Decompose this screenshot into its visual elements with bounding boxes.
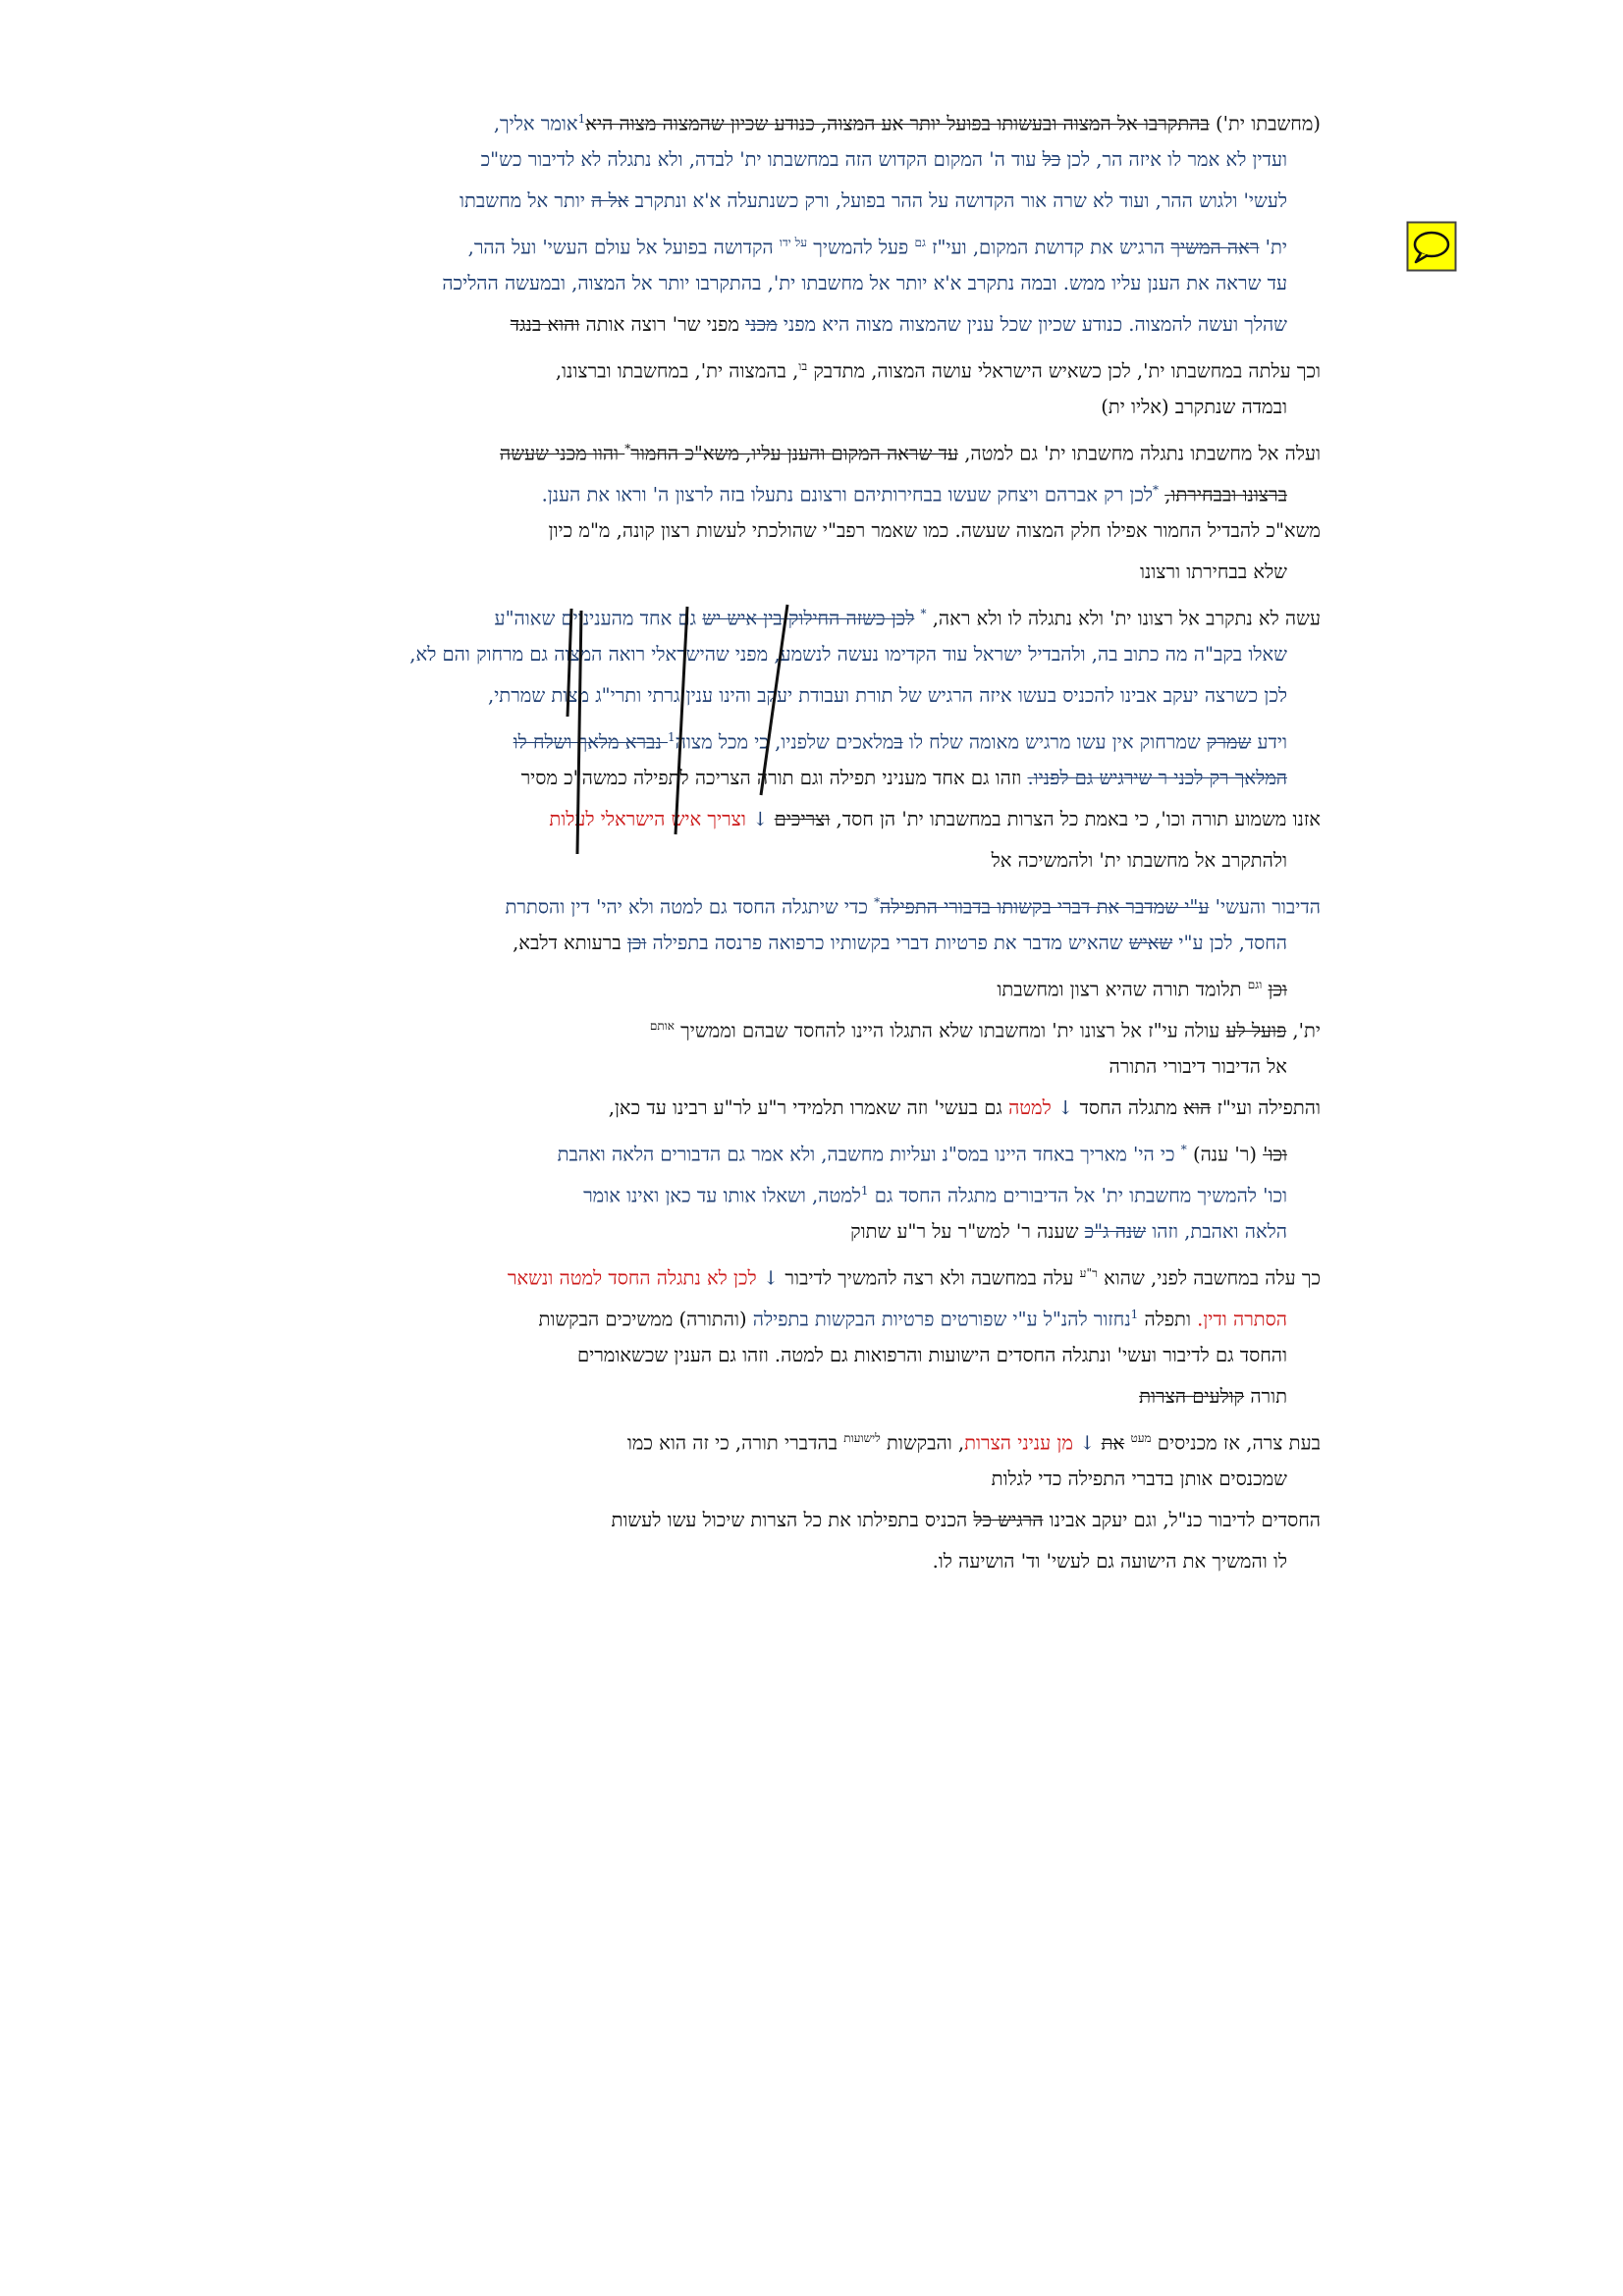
text-line (329, 758, 1321, 799)
superscript-insertion: 1 (668, 730, 676, 744)
text-segment: מתגלה החסד (1073, 1096, 1184, 1119)
text-segment: למטה (1008, 1096, 1052, 1119)
text-segment: גם אחד מהעניניים שאוה"ע (494, 607, 703, 630)
text-segment: הדיבור והעשי' (1209, 895, 1321, 919)
text-segment: והתפילה ועי"ז (1211, 1096, 1321, 1119)
deleted-text: קולעים הצרות (1139, 1385, 1245, 1408)
text-line (329, 1005, 1321, 1046)
superscript-insertion: * (1152, 483, 1159, 497)
deleted-text: ע"י שמדבר את דברי בקשותו בדבורי התפילה (880, 895, 1210, 919)
text-segment: הסתרה ודין. (1197, 1308, 1287, 1331)
text-segment: ולהתקרב אל מחשבתו ית' ולהמשיכה אל (991, 849, 1287, 872)
text-line (329, 964, 1321, 1005)
text-segment: ותפלה (1138, 1308, 1198, 1331)
strike-line-4 (577, 611, 581, 854)
comment-bubble-icon[interactable] (1406, 221, 1457, 272)
text-segment: ↓ (756, 1266, 780, 1290)
text-line (329, 1129, 1321, 1170)
superscript-insertion: מעט (1130, 1431, 1152, 1445)
text-line (329, 881, 1321, 923)
text-line (329, 593, 1321, 634)
text-segment: הקדושה בפועל אל עולם העשי' ועל ההר, (467, 236, 780, 259)
superscript-insertion: * (1180, 1143, 1187, 1156)
text-segment: שמרחוק אין עשו מרגיש מאומה שלח לו (902, 730, 1207, 754)
text-line (329, 1088, 1321, 1129)
text-segment: יותר אל מחשבתו (459, 189, 592, 212)
superscript-insertion: גם (914, 236, 926, 249)
text-segment: עשה לא נתקרב אל רצונו ית' ולא נתגלה לו ולא ראה, (926, 607, 1321, 630)
hebrew-text-body (329, 98, 1321, 1582)
text-segment: שהלך ועשה להמצוה. כנודע שכיון שכל ענין שהמצוה מצוה היא מפני (777, 313, 1287, 336)
text-line (329, 1500, 1321, 1541)
text-segment: כך עלה במחשבה לפני, שהוא (1097, 1266, 1321, 1290)
text-line (329, 717, 1321, 758)
text-segment: ית', (1286, 1019, 1321, 1042)
deleted-text: כל (1042, 148, 1061, 171)
superscript-insertion: בו (798, 359, 808, 373)
text-segment: ועלה אל מחשבתו נתגלה מחשבתו ית' גם למטה, (958, 442, 1321, 465)
text-line (329, 510, 1321, 552)
text-line (329, 1046, 1321, 1088)
text-line (329, 799, 1321, 840)
text-line (329, 1541, 1321, 1582)
text-segment: החסדים לדיבור כנ"ל, וגם יעקב אבינו (1043, 1509, 1321, 1531)
text-segment: והחסד גם לדיבור ועשי' ונתגלה החסדים הישועות והרפואות גם למטה. וזהו גם הענין שכשאומרים (576, 1344, 1287, 1366)
text-segment: עד שראה את הענן עליו ממש. ובמה נתקרב א'א יותר אל מחשבתו ית', בהתקרבו יותר אל המצוה, ובמעשה ההליכה (442, 272, 1287, 294)
text-segment: וכך עלתה במחשבתו ית', לכן כשאיש הישראלי עושה המצוה, מתדבק (807, 359, 1321, 383)
deleted-text: מכני (745, 313, 778, 336)
deleted-text: אל ה (591, 189, 629, 212)
deleted-text: שנה ג"כ (1084, 1220, 1147, 1243)
text-segment: בהדברי תורה, כי זה הוא כמו (626, 1431, 844, 1455)
text-segment: משא"כ להבדיל החמור אפילו חלק המצוה שעשה. כמו שאמר רפב"י שהולכתי לעשות רצון קונה, מ"מ כיון (548, 519, 1321, 542)
text-segment: עולה עי"ז אל רצונו ית' ומחשבתו שלא התגלו היינו להחסד שבהם וממשיך (674, 1019, 1226, 1042)
text-segment: (ר' ענה) (1186, 1143, 1264, 1166)
text-segment: מלאכים שלפניו, כי מכל מצוה (675, 730, 894, 754)
text-segment: תלומד תורה שהיא רצון ומחשבתו (997, 978, 1248, 1001)
text-segment: וידע (1251, 730, 1287, 754)
text-segment: בעת צרה, אז מכניסים (1151, 1431, 1321, 1455)
deleted-text: וצריכים (774, 808, 831, 830)
deleted-text: וכן (626, 932, 647, 954)
text-line (329, 1253, 1321, 1294)
superscript-insertion: אותם (649, 1019, 675, 1033)
deleted-text: והוא בנגד (510, 313, 580, 336)
text-segment: מפני שר' רוצה אותה (579, 313, 746, 336)
text-segment: שענה ר' למש"ר על ר"ע שתוק (850, 1220, 1085, 1243)
text-segment: אל הדיבור דיבורי התורה (1109, 1055, 1287, 1078)
strike-line-2 (761, 605, 787, 795)
text-segment: למטה, ושאלו אותו עד כאן ואינו אומר (583, 1184, 861, 1207)
deleted-text: נברא מלאך ושלח לו (513, 730, 668, 754)
superscript-insertion: 1 (1130, 1308, 1139, 1321)
text-line (329, 552, 1321, 593)
text-line (329, 675, 1321, 717)
text-line (329, 1417, 1321, 1459)
text-segment: הלאה ואהבת, וזהו (1146, 1220, 1287, 1243)
deleted-text: המלאך רק לכני ר שירגיש גם לפניו. (1027, 767, 1287, 789)
text-line (329, 98, 1321, 139)
text-segment: וצריך איש הישראלי לעלות (549, 808, 746, 830)
text-segment: כדי שיתגלה החסד גם למטה ולא יהי' דין והסתרת (505, 895, 875, 919)
text-segment: פעל להמשיך (807, 236, 915, 259)
text-segment: שלא בבחירתו ורצונו (1139, 561, 1287, 583)
deleted-text: ב (893, 730, 903, 754)
text-segment: כי הי' מאריך באחד היינו במס"נ ועליות מחשבה, ולא אמר גם הדבורים הלאה ואהבת (557, 1143, 1181, 1166)
superscript-insertion: ר"ע (1079, 1266, 1098, 1280)
deleted-text: לכן כשזה החילוק בין איש יש (702, 607, 915, 630)
text-segment: אזנו משמוע תורה וכו', כי באמת כל הצרות במחשבתו ית' הן חסד, (830, 808, 1321, 830)
text-segment: גם בעשי' וזה שאמרו תלמידי ר"ע לר"ע רבינו עד כאן, (608, 1096, 1009, 1119)
text-line (329, 1170, 1321, 1211)
text-segment: לעשי' ולגוש ההר, ועוד לא שרה אור הקדושה על ההר בפועל, ורק כשנתעלה א'א ונתקרב (628, 189, 1287, 212)
handwritten-strike-marks (560, 599, 795, 893)
deleted-text: הוא (1183, 1096, 1212, 1119)
deleted-text: ראה המשיך (1170, 236, 1260, 259)
text-segment: לכן לא נתגלה החסד למטה ונשאר (507, 1266, 757, 1290)
deleted-text: וכן (1268, 978, 1287, 1001)
text-line (329, 1294, 1321, 1335)
text-segment: ובמדה שנתקרב (אליו ית) (1101, 396, 1287, 418)
text-line (329, 469, 1321, 510)
text-line (329, 181, 1321, 222)
deleted-text: וכו' (1263, 1143, 1287, 1166)
deleted-text: שמרק (1206, 730, 1252, 754)
text-line (329, 1211, 1321, 1253)
text-segment: וכו' להמשיך מחשבתו ית' אל הדיבורים מתגלה החסד גם (868, 1184, 1287, 1207)
text-segment: , והבקשות (880, 1431, 965, 1455)
text-segment: (והתורה) ממשיכים הבקשות (538, 1308, 747, 1331)
text-line (329, 923, 1321, 964)
text-segment: לכן כשרצה יעקב אבינו להכניס בעשו איזה הרגיש של תורת ועבודת יעקב והינו ענין גרתי ותרי"ג מצות שמרתי, (488, 684, 1287, 707)
text-segment: ועדין לא אמר לו איזה הר, לכן (1060, 148, 1287, 171)
text-line (329, 139, 1321, 181)
deleted-text: והוו מכני שעשה (500, 442, 625, 465)
text-segment: עלה במחשבה ולא רצה להמשיך לדיבור (779, 1266, 1080, 1290)
text-line (329, 263, 1321, 304)
deleted-text: שאיש (1128, 932, 1173, 954)
superscript-insertion: 1 (860, 1184, 869, 1198)
text-segment: , בהמצוה ית', במחשבתו וברצונו, (555, 359, 799, 383)
superscript-insertion: * (920, 607, 927, 620)
deleted-text: ברצונו ובבחירתו, (1164, 483, 1287, 507)
text-line (329, 1459, 1321, 1500)
deleted-text: הרגיש כל (973, 1509, 1044, 1531)
text-segment: עוד ה' המקום הקדוש הזה במחשבתו ית' לבדה, ולא נתגלה לא לדיבור כש"כ (480, 148, 1043, 171)
text-segment: תורה (1244, 1385, 1287, 1408)
text-segment: (מחשבתו ית') (1209, 112, 1321, 135)
text-line (329, 634, 1321, 675)
superscript-insertion: 1 (577, 112, 586, 126)
text-segment: ↓ (745, 808, 775, 830)
text-segment: לכן רק אברהם ויצחק שעשו בבחירותיהם ורצונם נתעלו בזה לרצון ה' וראו את הענן. (541, 483, 1153, 507)
text-line (329, 840, 1321, 881)
text-segment: אומר אליך, (493, 112, 578, 135)
text-line (329, 346, 1321, 387)
text-segment: הכניס בתפילתו את כל הצרות שיכול עשו לעשות (611, 1509, 974, 1531)
text-segment: שמכנסים אותן בדברי התפילה כדי לגלות (991, 1468, 1287, 1490)
text-line (329, 1335, 1321, 1376)
deleted-text: את (1101, 1431, 1125, 1455)
text-segment: ↓ (1072, 1431, 1102, 1455)
text-segment: החסד, לכן ע"י (1172, 932, 1287, 954)
text-line (329, 1376, 1321, 1417)
text-segment: שהאיש מדבר את פרטיות דברי בקשותיו כרפואה פרנסה בתפילה (646, 932, 1129, 954)
superscript-insertion: וגם (1247, 978, 1263, 991)
text-segment: ברעותא דלבא, (513, 932, 627, 954)
text-line (329, 428, 1321, 469)
deleted-text: בהתקרבו אל המצוה ובעשותו בפועל יותר אע המצוה, כנודע שכיון שהמצוה מצוה היא (585, 112, 1210, 135)
deleted-text: עד שראה המקום והענן עליו, משא"כ החמור (630, 442, 958, 465)
text-segment: שאלו בקב"ה מה כתוב בה, ולהבדיל ישראל עוד הקדימו נעשה לנשמע, מפני שהישראלי רואה המצוה גם מרחוק והם לא, (409, 643, 1287, 666)
text-segment: מן עניני הצרות (964, 1431, 1073, 1455)
superscript-insertion: * (874, 895, 881, 909)
text-segment: וזהו גם אחד מעניני תפילה וגם תורה הצריכה לתפילה כמשה"כ מסיר (520, 767, 1028, 789)
text-segment: ית' (1259, 236, 1287, 259)
text-segment: לו והמשיך את הישועה גם לעשי' וד' הושיעה לו. (932, 1550, 1287, 1573)
text-line (329, 304, 1321, 346)
text-segment: ↓ (1051, 1096, 1074, 1119)
superscript-insertion: * (624, 442, 631, 455)
superscript-insertion: לישועות (843, 1431, 881, 1445)
superscript-insertion: על ידו (779, 236, 808, 249)
text-segment: הרגיש את קדושת המקום, ועי"ז (925, 236, 1171, 259)
strike-line-1 (676, 607, 687, 834)
text-segment: נחזור להנ"ל ע"י שפורטים פרטיות הבקשות בתפילה (746, 1308, 1131, 1331)
text-line (329, 222, 1321, 263)
text-line (329, 387, 1321, 428)
strike-line-3 (568, 609, 571, 717)
deleted-text: פועל לע (1225, 1019, 1287, 1042)
